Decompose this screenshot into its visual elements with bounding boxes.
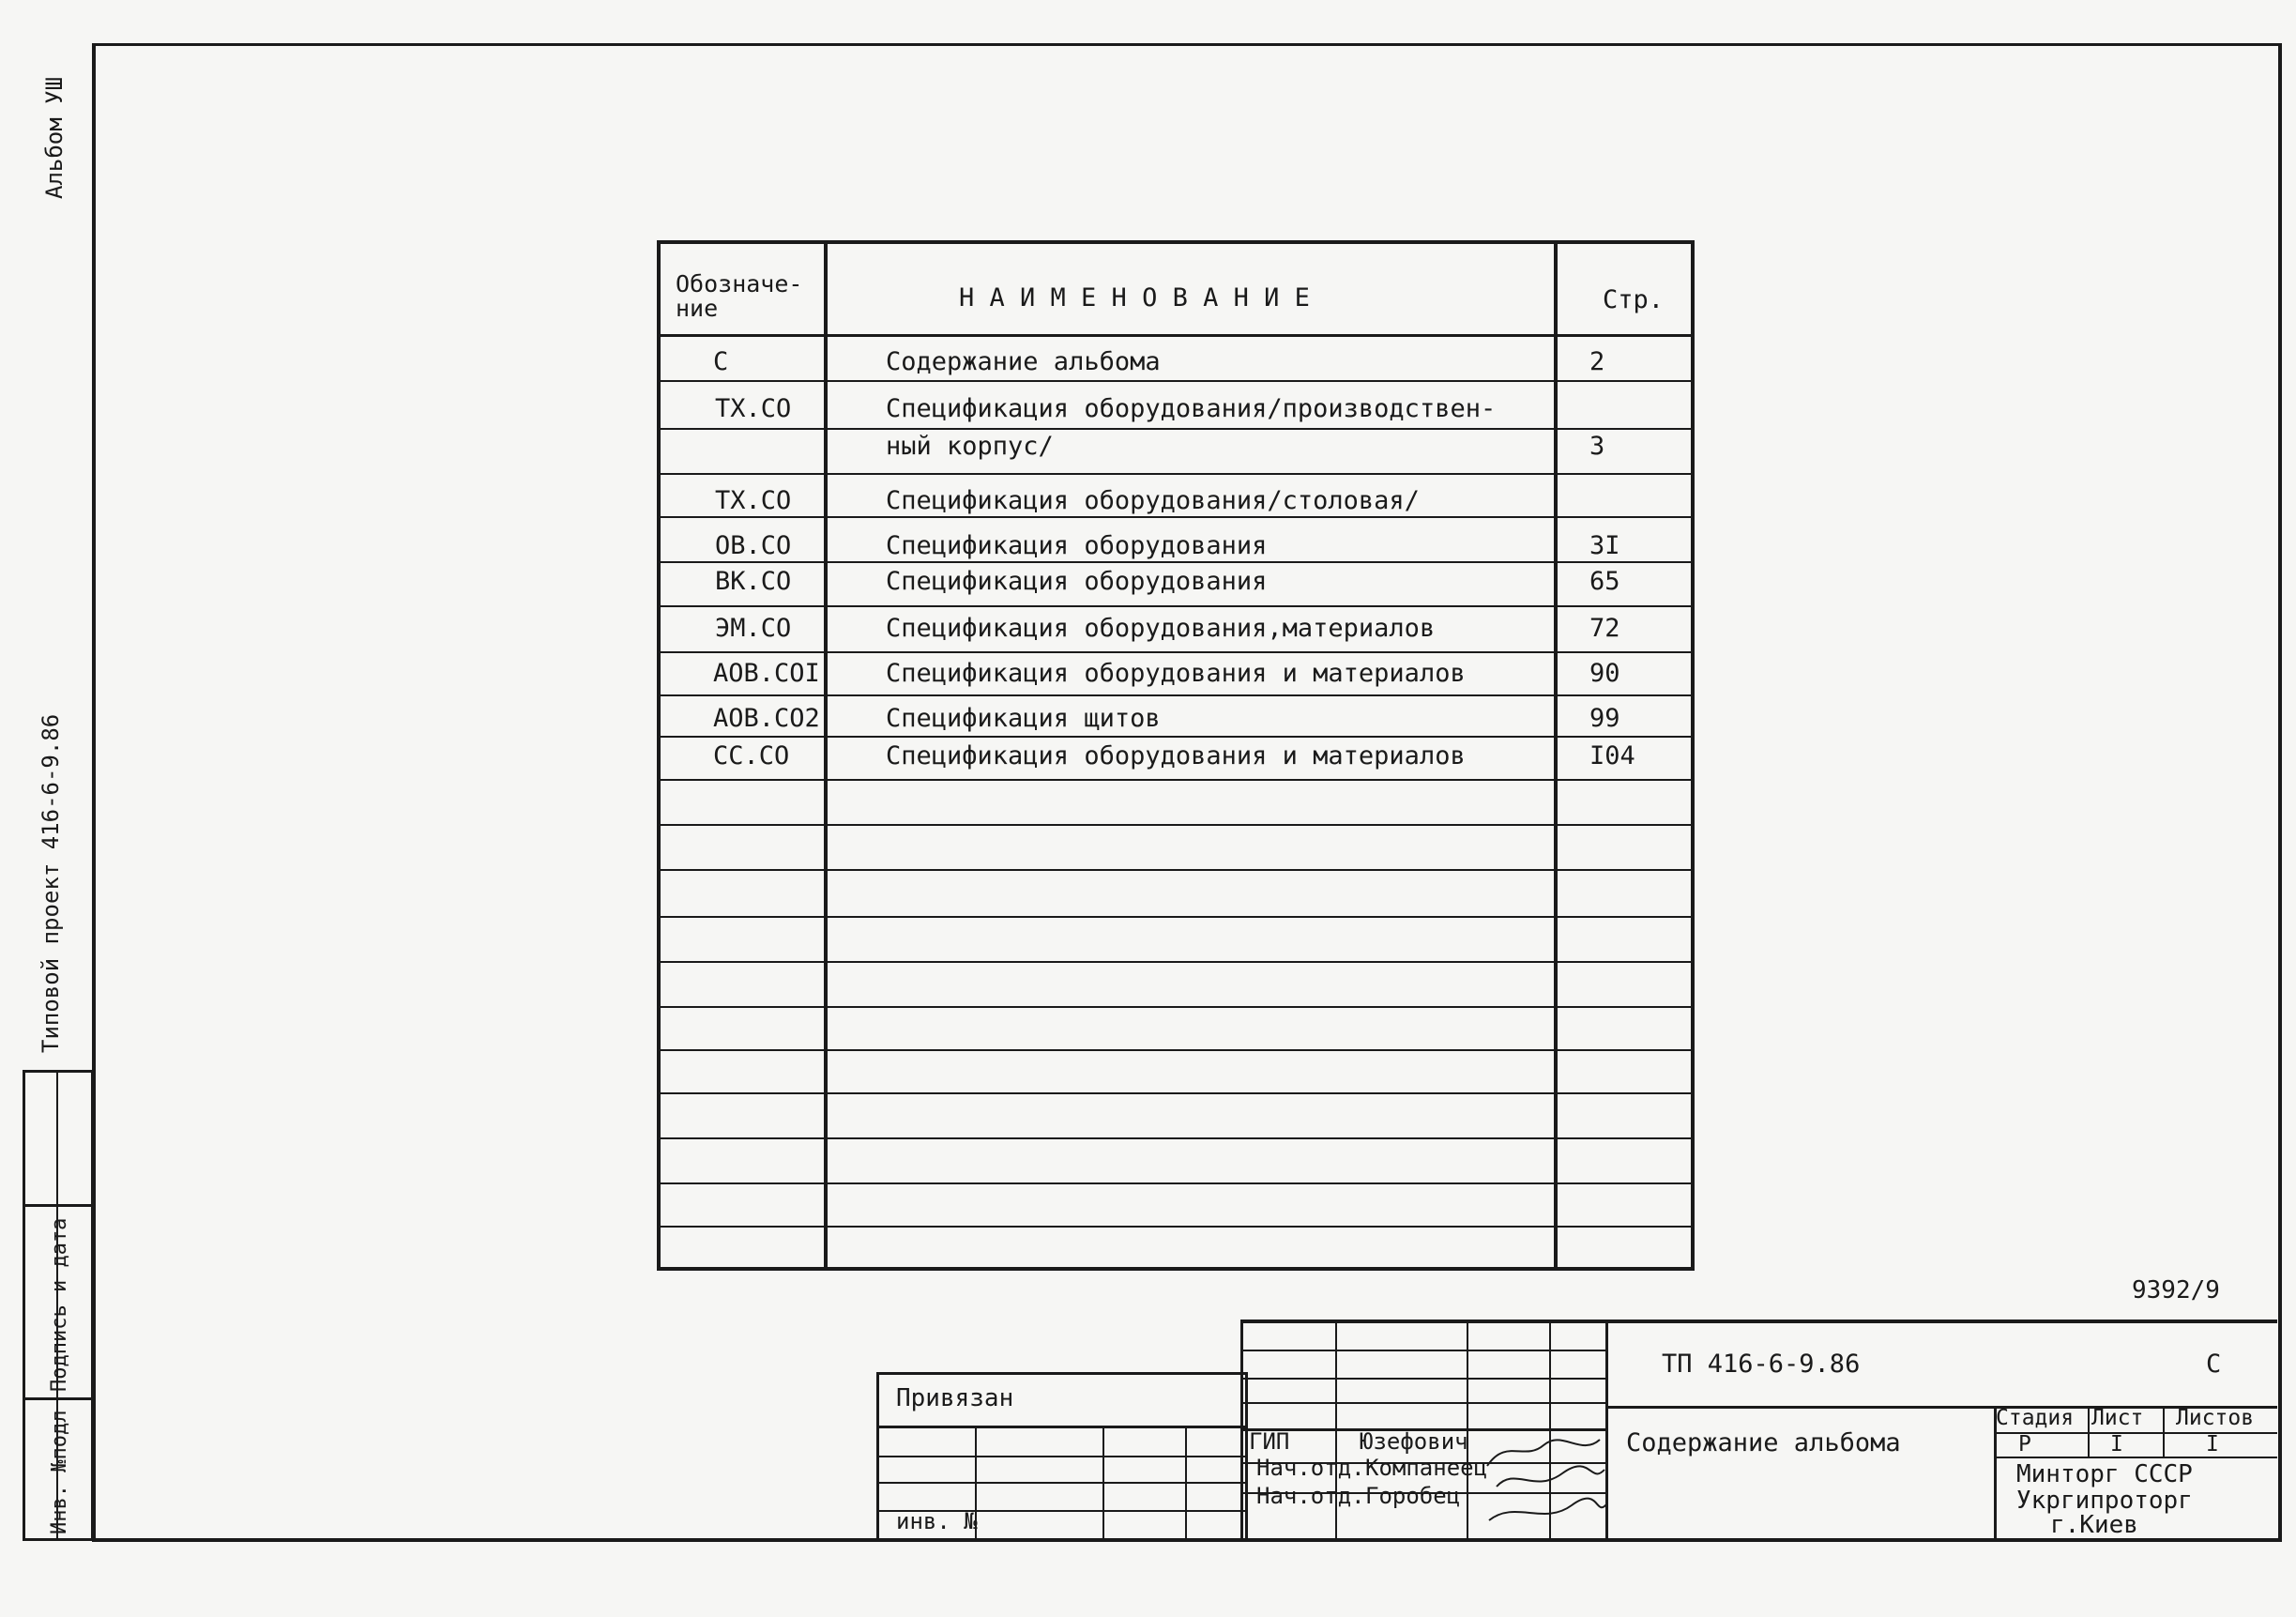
stamp-inventory: Инв. №подл	[48, 1410, 71, 1534]
archive-number: 9392/9	[2132, 1276, 2220, 1304]
row-name: Спецификация оборудования	[886, 531, 1268, 560]
name-dept-head-1: Компанеец	[1365, 1455, 1488, 1481]
row-name: ный корпус/	[886, 432, 1054, 461]
row-code: СС.СО	[713, 741, 790, 770]
sheet-header: Лист	[2091, 1406, 2144, 1430]
header-name: Н А И М Е Н О В А Н И Е	[959, 283, 1310, 313]
row-code: ТХ.СО	[715, 486, 792, 515]
row-page: 3I	[1589, 531, 1620, 560]
row-code: АОВ.СО2	[713, 704, 820, 733]
stage-value: Р	[2018, 1432, 2031, 1457]
row-code: ВК.СО	[715, 567, 792, 596]
signature-marks	[1478, 1428, 1609, 1532]
album-label: Альбом УШ	[41, 76, 68, 199]
role-gip: ГИП	[1249, 1428, 1290, 1455]
row-page: 90	[1589, 659, 1620, 688]
row-page: 2	[1589, 347, 1605, 376]
row-code: С	[713, 347, 729, 376]
title-block	[1240, 1320, 2277, 1539]
org-ministry: Минторг СССР	[2016, 1460, 2193, 1488]
binding-block	[876, 1372, 1248, 1538]
designation: ТП 416-6-9.86	[1662, 1350, 1861, 1379]
bound-label: Привязан	[896, 1384, 1014, 1412]
row-name: Спецификация оборудования/столовая/	[886, 486, 1420, 515]
role-dept-head-2: Нач.отд.	[1256, 1483, 1365, 1509]
row-name: Спецификация оборудования и материалов	[886, 741, 1466, 770]
row-page: I04	[1589, 741, 1635, 770]
doc-title: Содержание альбома	[1626, 1428, 1901, 1457]
row-code: ЭМ.СО	[715, 614, 792, 643]
name-gip: Юзефович	[1360, 1428, 1468, 1455]
row-name: Спецификация оборудования,материалов	[886, 614, 1436, 643]
sheet-code: С	[2206, 1350, 2222, 1379]
stage-header: Стадия	[1996, 1406, 2075, 1430]
row-name: Спецификация оборудования	[886, 567, 1268, 596]
row-page: 99	[1589, 704, 1620, 733]
header-code: Обозначе- ние	[676, 270, 803, 322]
project-label: Типовой проект 416-6-9.86	[38, 713, 64, 1053]
header-page: Стр.	[1603, 285, 1665, 314]
row-name: Содержание альбома	[886, 347, 1161, 376]
role-dept-head-1: Нач.отд.	[1256, 1455, 1365, 1481]
row-name: Спецификация оборудования/производствен-	[886, 394, 1497, 423]
stamp-signature-date: Подпись и дата	[48, 1217, 71, 1392]
row-code: АОВ.СОI	[713, 659, 820, 688]
row-page: 65	[1589, 567, 1620, 596]
row-code: ТХ.СО	[715, 394, 792, 423]
contents-table	[657, 240, 1695, 1271]
row-name: Спецификация оборудования и материалов	[886, 659, 1466, 688]
row-page: 72	[1589, 614, 1620, 643]
sheet-value: I	[2110, 1432, 2123, 1457]
row-name: Спецификация щитов	[886, 704, 1161, 733]
org-institute: Укргипроторг	[2016, 1487, 2193, 1515]
inv-label: инв. №	[896, 1508, 978, 1534]
row-code: ОВ.СО	[715, 531, 792, 560]
name-dept-head-2: Горобец	[1365, 1483, 1461, 1509]
row-page: 3	[1589, 432, 1605, 461]
sheets-header: Листов	[2176, 1406, 2255, 1430]
sheets-value: I	[2206, 1432, 2219, 1457]
org-city: г.Киев	[2050, 1511, 2138, 1539]
binding-stamp	[23, 1070, 94, 1541]
